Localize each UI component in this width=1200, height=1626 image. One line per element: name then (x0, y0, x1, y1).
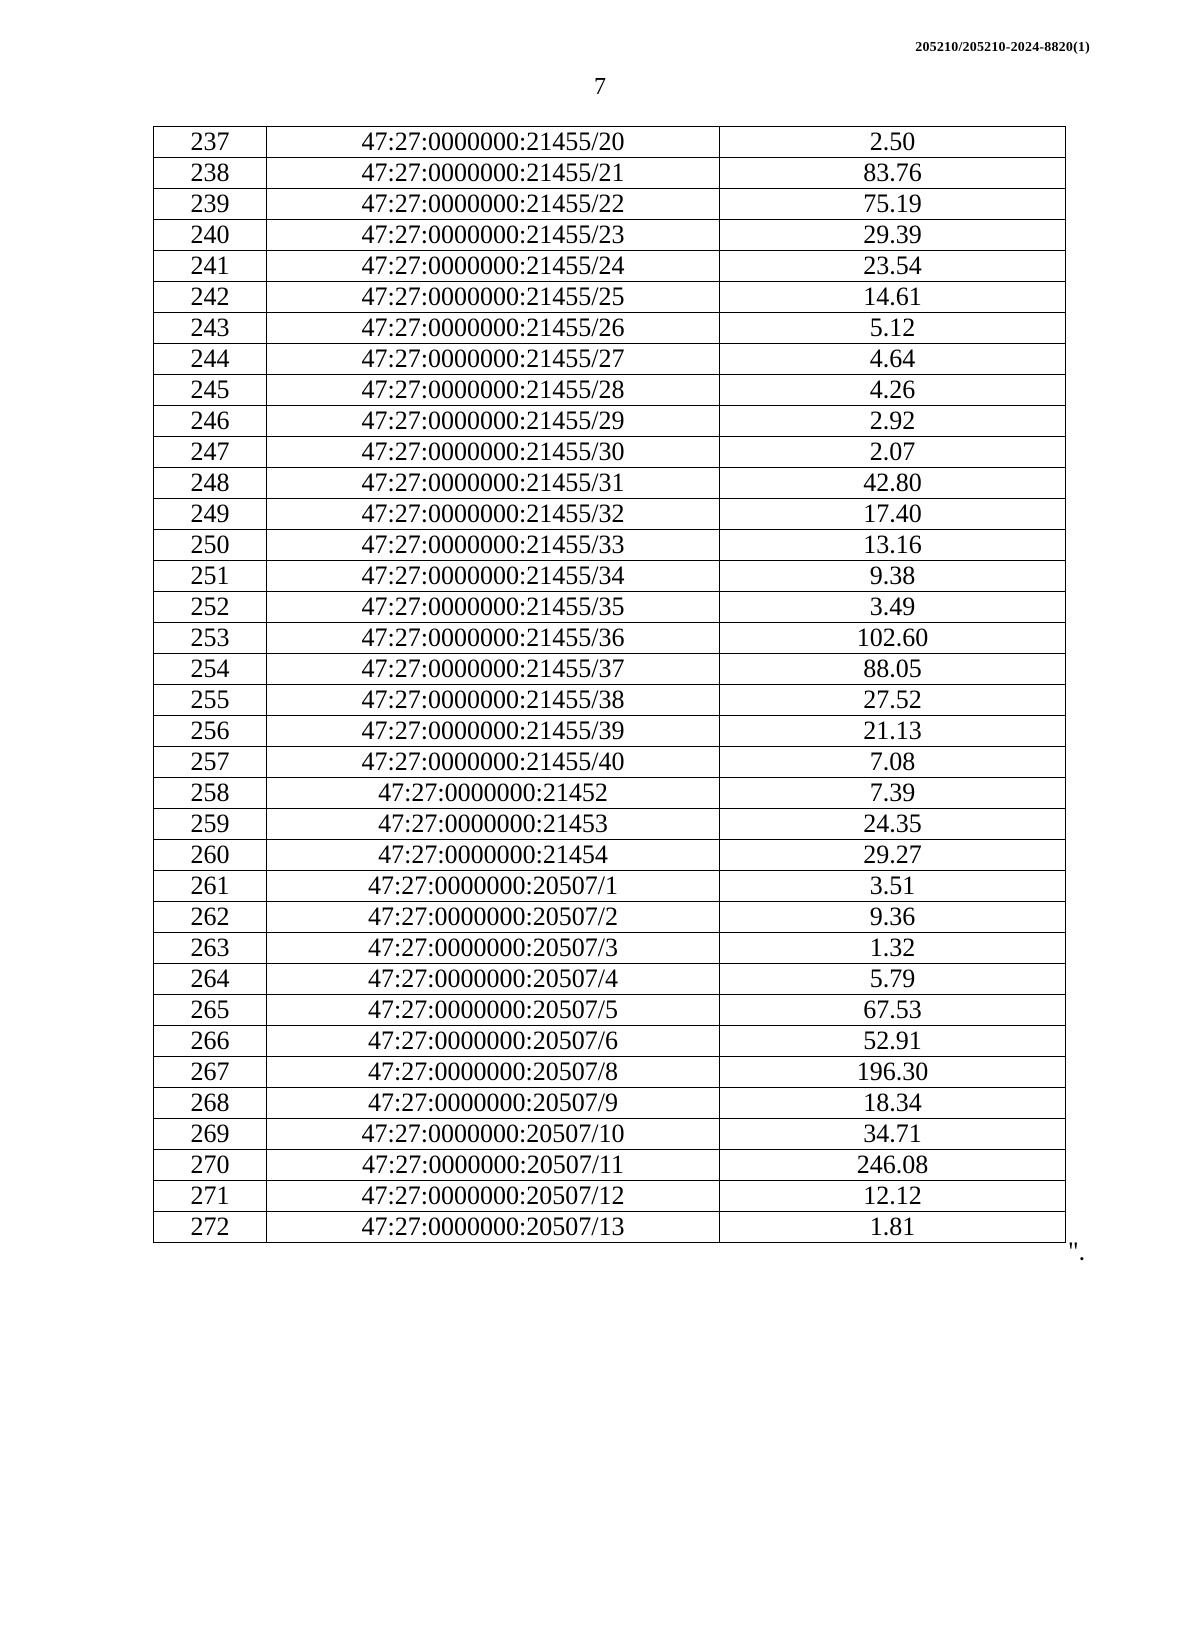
value-cell: 102.60 (720, 623, 1066, 654)
table-row (154, 282, 1066, 313)
cadastral-number-cell: 47:27:0000000:21455/28 (267, 375, 720, 406)
cadastral-number-cell: 47:27:0000000:21455/37 (267, 654, 720, 685)
document-id: 205210/205210-2024-8820(1) (915, 40, 1090, 55)
value-cell: 29.39 (720, 220, 1066, 251)
table-row (154, 716, 1066, 747)
row-number-cell: 271 (154, 1181, 267, 1212)
cadastral-number-cell: 47:27:0000000:21454 (267, 840, 720, 871)
value-cell: 23.54 (720, 251, 1066, 282)
cadastral-number-cell: 47:27:0000000:21455/31 (267, 468, 720, 499)
row-number-cell: 259 (154, 809, 267, 840)
value-cell: 21.13 (720, 716, 1066, 747)
cadastral-number-cell: 47:27:0000000:20507/2 (267, 902, 720, 933)
table-row (154, 127, 1066, 158)
row-number-cell: 244 (154, 344, 267, 375)
row-number-cell: 253 (154, 623, 267, 654)
table-row (154, 1088, 1066, 1119)
table-row (154, 1181, 1066, 1212)
row-number-cell: 269 (154, 1119, 267, 1150)
value-cell: 42.80 (720, 468, 1066, 499)
row-number-cell: 250 (154, 530, 267, 561)
row-number-cell: 242 (154, 282, 267, 313)
table-row (154, 437, 1066, 468)
table-row (154, 902, 1066, 933)
value-cell: 12.12 (720, 1181, 1066, 1212)
row-number-cell: 268 (154, 1088, 267, 1119)
cadastral-number-cell: 47:27:0000000:20507/1 (267, 871, 720, 902)
value-cell: 3.51 (720, 871, 1066, 902)
value-cell: 2.50 (720, 127, 1066, 158)
table-row (154, 561, 1066, 592)
table-row (154, 406, 1066, 437)
value-cell: 18.34 (720, 1088, 1066, 1119)
table-row (154, 778, 1066, 809)
table-row (154, 530, 1066, 561)
cadastral-number-cell: 47:27:0000000:21455/24 (267, 251, 720, 282)
value-cell: 9.38 (720, 561, 1066, 592)
table-row (154, 623, 1066, 654)
value-cell: 88.05 (720, 654, 1066, 685)
value-cell: 24.35 (720, 809, 1066, 840)
row-number-cell: 267 (154, 1057, 267, 1088)
table-row (154, 592, 1066, 623)
row-number-cell: 247 (154, 437, 267, 468)
value-cell: 14.61 (720, 282, 1066, 313)
cadastral-number-cell: 47:27:0000000:21455/32 (267, 499, 720, 530)
cadastral-number-cell: 47:27:0000000:20507/3 (267, 933, 720, 964)
cadastral-number-cell: 47:27:0000000:21453 (267, 809, 720, 840)
cadastral-number-cell: 47:27:0000000:21455/27 (267, 344, 720, 375)
table-row (154, 189, 1066, 220)
value-cell: 13.16 (720, 530, 1066, 561)
value-cell: 1.81 (720, 1212, 1066, 1243)
table-row (154, 933, 1066, 964)
value-cell: 29.27 (720, 840, 1066, 871)
value-cell: 7.39 (720, 778, 1066, 809)
table-row (154, 840, 1066, 871)
row-number-cell: 256 (154, 716, 267, 747)
value-cell: 5.79 (720, 964, 1066, 995)
value-cell: 246.08 (720, 1150, 1066, 1181)
cadastral-number-cell: 47:27:0000000:20507/8 (267, 1057, 720, 1088)
row-number-cell: 238 (154, 158, 267, 189)
cadastral-number-cell: 47:27:0000000:20507/11 (267, 1150, 720, 1181)
table-row (154, 995, 1066, 1026)
cadastral-table (153, 126, 1066, 1243)
row-number-cell: 270 (154, 1150, 267, 1181)
cadastral-number-cell: 47:27:0000000:21455/22 (267, 189, 720, 220)
value-cell: 7.08 (720, 747, 1066, 778)
table-row (154, 1150, 1066, 1181)
cadastral-number-cell: 47:27:0000000:21455/25 (267, 282, 720, 313)
table-row (154, 220, 1066, 251)
cadastral-number-cell: 47:27:0000000:21455/29 (267, 406, 720, 437)
row-number-cell: 265 (154, 995, 267, 1026)
cadastral-number-cell: 47:27:0000000:20507/4 (267, 964, 720, 995)
value-cell: 5.12 (720, 313, 1066, 344)
row-number-cell: 262 (154, 902, 267, 933)
row-number-cell: 239 (154, 189, 267, 220)
value-cell: 3.49 (720, 592, 1066, 623)
row-number-cell: 251 (154, 561, 267, 592)
value-cell: 1.32 (720, 933, 1066, 964)
value-cell: 196.30 (720, 1057, 1066, 1088)
row-number-cell: 246 (154, 406, 267, 437)
table-row (154, 1212, 1066, 1243)
cadastral-number-cell: 47:27:0000000:21455/40 (267, 747, 720, 778)
closing-quote-mark: ". (1068, 1237, 1086, 1266)
cadastral-number-cell: 47:27:0000000:20507/5 (267, 995, 720, 1026)
cadastral-number-cell: 47:27:0000000:20507/12 (267, 1181, 720, 1212)
cadastral-number-cell: 47:27:0000000:21452 (267, 778, 720, 809)
row-number-cell: 237 (154, 127, 267, 158)
cadastral-number-cell: 47:27:0000000:21455/34 (267, 561, 720, 592)
table-row (154, 158, 1066, 189)
row-number-cell: 249 (154, 499, 267, 530)
row-number-cell: 254 (154, 654, 267, 685)
table-row (154, 964, 1066, 995)
value-cell: 67.53 (720, 995, 1066, 1026)
value-cell: 75.19 (720, 189, 1066, 220)
row-number-cell: 243 (154, 313, 267, 344)
cadastral-number-cell: 47:27:0000000:21455/26 (267, 313, 720, 344)
row-number-cell: 241 (154, 251, 267, 282)
value-cell: 17.40 (720, 499, 1066, 530)
cadastral-number-cell: 47:27:0000000:21455/38 (267, 685, 720, 716)
row-number-cell: 258 (154, 778, 267, 809)
row-number-cell: 248 (154, 468, 267, 499)
table-row (154, 654, 1066, 685)
row-number-cell: 261 (154, 871, 267, 902)
value-cell: 83.76 (720, 158, 1066, 189)
value-cell: 9.36 (720, 902, 1066, 933)
table-row (154, 499, 1066, 530)
table-row (154, 1119, 1066, 1150)
table-row (154, 1057, 1066, 1088)
cadastral-number-cell: 47:27:0000000:21455/36 (267, 623, 720, 654)
value-cell: 2.92 (720, 406, 1066, 437)
cadastral-number-cell: 47:27:0000000:21455/20 (267, 127, 720, 158)
table-row (154, 251, 1066, 282)
cadastral-number-cell: 47:27:0000000:21455/33 (267, 530, 720, 561)
table-row (154, 871, 1066, 902)
value-cell: 52.91 (720, 1026, 1066, 1057)
cadastral-number-cell: 47:27:0000000:20507/13 (267, 1212, 720, 1243)
value-cell: 2.07 (720, 437, 1066, 468)
cadastral-number-cell: 47:27:0000000:21455/39 (267, 716, 720, 747)
value-cell: 34.71 (720, 1119, 1066, 1150)
cadastral-number-cell: 47:27:0000000:20507/10 (267, 1119, 720, 1150)
row-number-cell: 264 (154, 964, 267, 995)
table-row (154, 468, 1066, 499)
row-number-cell: 263 (154, 933, 267, 964)
row-number-cell: 272 (154, 1212, 267, 1243)
table-row (154, 313, 1066, 344)
row-number-cell: 257 (154, 747, 267, 778)
row-number-cell: 260 (154, 840, 267, 871)
value-cell: 4.26 (720, 375, 1066, 406)
cadastral-number-cell: 47:27:0000000:21455/23 (267, 220, 720, 251)
cadastral-number-cell: 47:27:0000000:21455/35 (267, 592, 720, 623)
cadastral-number-cell: 47:27:0000000:21455/21 (267, 158, 720, 189)
cadastral-number-cell: 47:27:0000000:21455/30 (267, 437, 720, 468)
row-number-cell: 245 (154, 375, 267, 406)
cadastral-number-cell: 47:27:0000000:20507/9 (267, 1088, 720, 1119)
row-number-cell: 240 (154, 220, 267, 251)
table-row (154, 809, 1066, 840)
row-number-cell: 266 (154, 1026, 267, 1057)
table-row (154, 1026, 1066, 1057)
cadastral-number-cell: 47:27:0000000:20507/6 (267, 1026, 720, 1057)
value-cell: 27.52 (720, 685, 1066, 716)
row-number-cell: 255 (154, 685, 267, 716)
table-row (154, 344, 1066, 375)
value-cell: 4.64 (720, 344, 1066, 375)
table-row (154, 375, 1066, 406)
row-number-cell: 252 (154, 592, 267, 623)
table-row (154, 747, 1066, 778)
table-row (154, 685, 1066, 716)
table-body (154, 127, 1066, 1243)
page-number: 7 (594, 74, 606, 100)
